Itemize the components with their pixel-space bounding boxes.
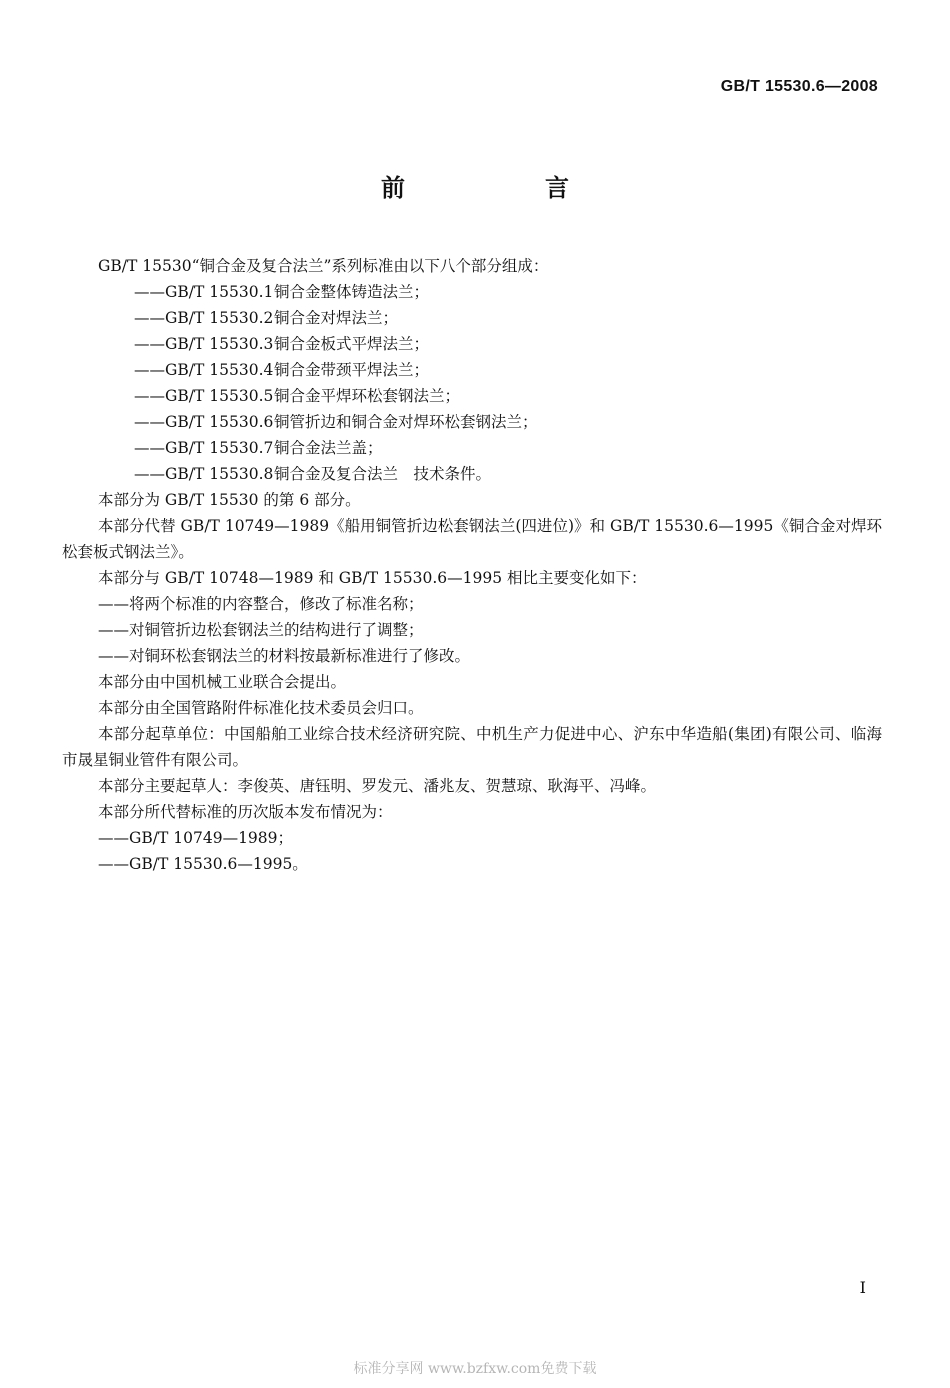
part-name: 铜合金平焊环松套钢法兰； bbox=[274, 387, 461, 405]
part-code: ——GB/T 15530.7 bbox=[134, 439, 274, 457]
standard-code: GB/T 15530.6—2008 bbox=[720, 78, 878, 95]
drafting-units-paragraph: 本部分起草单位：中国船舶工业综合技术经济研究院、中机生产力促进中心、沪东中华造船(集团)有限公司、临海市晟星铜业管件有限公司。 bbox=[62, 725, 882, 769]
changes-intro-paragraph: 本部分与 GB/T 10748—1989 和 GB/T 15530.6—1995 相比主要变化如下： bbox=[98, 569, 647, 587]
page-title: 前 言 bbox=[381, 174, 627, 202]
under-paragraph: 本部分由全国管路附件标准化技术委员会归口。 bbox=[98, 699, 424, 717]
page-number: I bbox=[859, 1278, 866, 1297]
part-code: ——GB/T 15530.4 bbox=[134, 361, 274, 379]
list-item bbox=[62, 305, 882, 331]
part-name: 铜合金及复合法兰 技术条件。 bbox=[274, 465, 492, 483]
this-part-paragraph: 本部分为 GB/T 15530 的第 6 部分。 bbox=[98, 491, 361, 509]
list-item bbox=[62, 357, 882, 383]
part-code: ——GB/T 15530.5 bbox=[134, 387, 274, 405]
list-item: ——将两个标准的内容整合，修改了标准名称； bbox=[98, 595, 424, 613]
watermark: 标准分享网 www.bzfxw.com免费下载 bbox=[353, 1361, 597, 1377]
part-name: 铜合金法兰盖； bbox=[274, 439, 383, 457]
list-item bbox=[62, 383, 882, 409]
part-name: 铜合金整体铸造法兰； bbox=[274, 283, 430, 301]
list-item: ——GB/T 15530.6—1995。 bbox=[98, 855, 308, 873]
part-name: 铜合金板式平焊法兰； bbox=[274, 335, 430, 353]
part-code: ——GB/T 15530.3 bbox=[134, 335, 274, 353]
part-code: ——GB/T 15530.2 bbox=[134, 309, 274, 327]
part-name: 铜管折边和铜合金对焊环松套钢法兰； bbox=[274, 413, 538, 431]
part-code: ——GB/T 15530.6 bbox=[134, 413, 274, 431]
intro-paragraph: GB/T 15530“铜合金及复合法兰”系列标准由以下八个部分组成： bbox=[98, 257, 549, 275]
part-code: ——GB/T 15530.8 bbox=[134, 465, 274, 483]
history-intro-paragraph: 本部分所代替标准的历次版本发布情况为： bbox=[98, 803, 393, 821]
document-body bbox=[62, 253, 882, 877]
list-item bbox=[62, 409, 882, 435]
drafters-paragraph: 本部分主要起草人：李俊英、唐钰明、罗发元、潘兆友、贺慧琼、耿海平、冯峰。 bbox=[98, 777, 657, 795]
list-item bbox=[62, 461, 882, 487]
part-name: 铜合金对焊法兰； bbox=[274, 309, 399, 327]
list-item: ——对铜管折边松套钢法兰的结构进行了调整； bbox=[98, 621, 424, 639]
list-item bbox=[62, 331, 882, 357]
list-item bbox=[62, 279, 882, 305]
list-item: ——GB/T 10749—1989； bbox=[98, 829, 294, 847]
part-code: ——GB/T 15530.1 bbox=[134, 283, 274, 301]
replaces-paragraph: 本部分代替 GB/T 10749—1989《船用铜管折边松套钢法兰(四进位)》和 GB/T 15530.6—1995《铜合金对焊环松套板式钢法兰》。 bbox=[62, 517, 882, 561]
part-name: 铜合金带颈平焊法兰； bbox=[274, 361, 430, 379]
list-item: ——对铜环松套钢法兰的材料按最新标准进行了修改。 bbox=[98, 647, 471, 665]
list-item bbox=[62, 435, 882, 461]
proposed-by-paragraph: 本部分由中国机械工业联合会提出。 bbox=[98, 673, 347, 691]
